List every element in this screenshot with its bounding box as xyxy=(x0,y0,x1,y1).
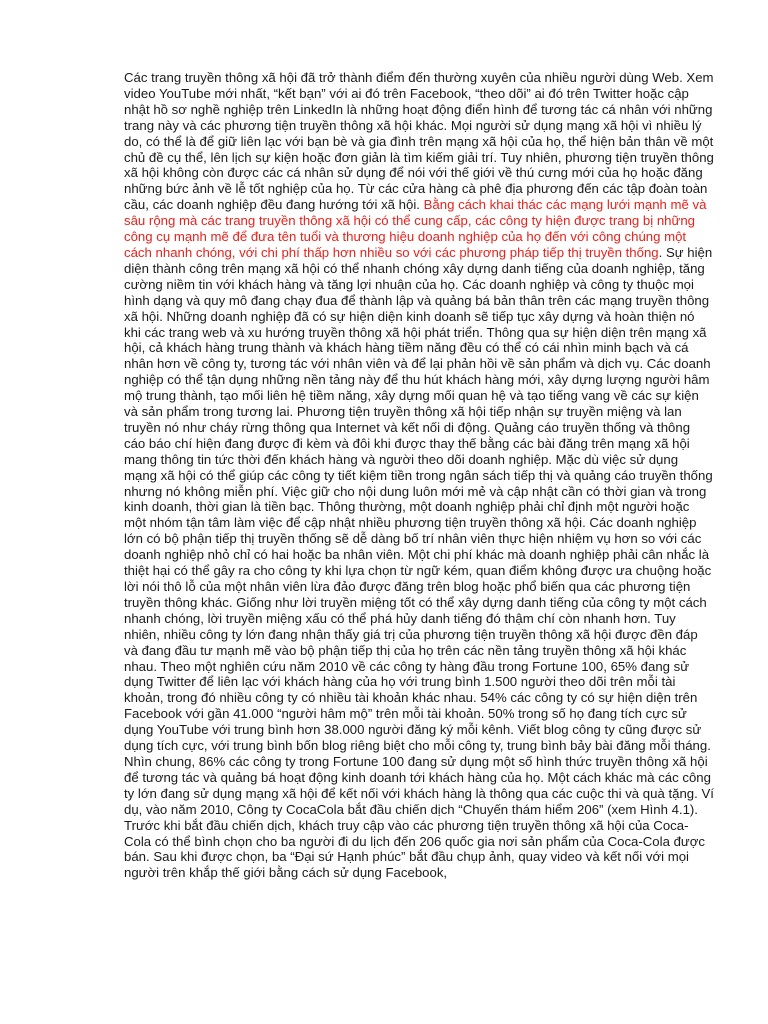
body-paragraph xyxy=(124,70,714,881)
paragraph-text-intro: Các trang truyền thông xã hội đã trở thành điểm đến thường xuyên của nhiều người dùng Web. Xem video YouTube mới nhất, “kết bạn” với ai đó trên Facebook, “theo dõi” ai đó trên Twitter hoặc cập nhật hồ sơ nghề nghiệp trên LinkedIn là những hoạt động điển hình để tương tác cá nhân với những trang này và các phương tiện truyền thông xã hội khác. Mọi người sử dụng mạng xã hội vì nhiều lý do, có thể là để giữ liên lạc với bạn bè và gia đình trên mạng xã hội của họ, thể hiện bản thân về một chủ đề cụ thể, lên lịch sự kiện hoặc đơn giản là tìm kiếm giải trí. Tuy nhiên, phương tiện truyền thông xã hội không còn được các cá nhân sử dụng để nói với thế giới về thú cưng mới của họ hoặc đăng những bức ảnh về lễ tốt nghiệp của họ. Từ các cửa hàng cà phê địa phương đến các tập đoàn toàn cầu, các doanh nghiệp đều đang hướng tới xã hội. xyxy=(124,70,714,213)
paragraph-text-continuation: . Sự hiện diện thành công trên mạng xã hội có thể nhanh chóng xây dựng danh tiếng của doanh nghiệp, tăng cường niềm tin với khách hàng và tăng lợi nhuận của họ. Các doanh nghiệp và công ty thuộc mọi hình dạng và quy mô đang chạy đua để thành lập và quảng bá bản thân trên các mạng truyền thông xã hội. Những doanh nghiệp đã có sự hiện diện kinh doanh sẽ tiếp tục xây dựng và hoàn thiện nó khi các trang web và xu hướng truyền thông xã hội phát triển. Thông qua sự hiện diện trên mạng xã hội, cả khách hàng trung thành và khách hàng tiềm năng đều có thể có cái nhìn minh bạch và cá nhân hơn về công ty, tương tác với nhân viên và để lại phản hồi về sản phẩm và dịch vụ. Các doanh nghiệp có thể tận dụng những nền tảng này để thu hút khách hàng mới, xây dựng lượng người hâm mộ trung thành, tạo mối liên hệ tiềm năng, xây dựng mối quan hệ và tạo tiếng vang về các sự kiện và sản phẩm trong tương lai. Phương tiện truyền thông xã hội tiếp nhận sự truyền miệng và lan truyền nó như cháy rừng thông qua Internet và kết nối di động. Quảng cáo truyền thống và thông cáo báo chí hiện đang được đi kèm và đôi khi được thay thế bằng các bài đăng trên mạng xã hội mang thông tin tức thời đến khách hàng và người theo dõi doanh nghiệp. Mặc dù việc sử dụng mạng xã hội có thể giúp các công ty tiết kiệm tiền trong ngân sách tiếp thị và quảng cáo truyền thống nhưng nó không miễn phí. Việc giữ cho nội dung luôn mới mẻ và cập nhật cần có thời gian và trong kinh doanh, thời gian là tiền bạc. Thông thường, một doanh nghiệp phải chỉ định một người hoặc một nhóm tận tâm làm việc để cập nhật nhiều phương tiện truyền thông xã hội. Các doanh nghiệp lớn có bộ phận tiếp thị truyền thống sẽ dễ dàng bố trí nhân viên thực hiện nhiệm vụ hơn so với các doanh nghiệp nhỏ chỉ có hai hoặc ba nhân viên. Một chi phí khác mà doanh nghiệp phải cân nhắc là thiệt hại có thể gây ra cho công ty khi lựa chọn từ ngữ kém, quan điểm không được ưa chuộng hoặc lời nói thô lỗ của một nhân viên lừa đảo được đăng trên blog hoặc phổ biến qua các phương tiện truyền thông khác. Giống như lời truyền miệng tốt có thể xây dựng danh tiếng của công ty một cách nhanh chóng, lời truyền miệng xấu có thể phá hủy danh tiếng đó thậm chí còn nhanh hơn. Tuy nhiên, nhiều công ty lớn đang nhận thấy giá trị của phương tiện truyền thông xã hội được đền đáp và đang đầu tư mạnh mẽ vào bộ phận tiếp thị của họ trên các nền tảng truyền thông xã hội khác nhau. Theo một nghiên cứu năm 2010 về các công ty hàng đầu trong Fortune 100, 65% đang sử dụng Twitter để liên lạc với khách hàng của họ với trung bình 1.500 người theo dõi trên mỗi tài khoản, trong đó nhiều công ty có nhiều tài khoản khác nhau. 54% các công ty có sự hiện diện trên Facebook với gần 41.000 “người hâm mộ” trên mỗi tài khoản. 50% trong số họ đang tích cực sử dụng YouTube với trung bình hơn 38.000 người đăng ký mỗi kênh. Viết blog công ty cũng được sử dụng tích cực, với trung bình bốn blog riêng biệt cho mỗi công ty, trung bình bảy bài đăng mỗi tháng. Nhìn chung, 86% các công ty trong Fortune 100 đang sử dụng một số hình thức truyền thông xã hội để tương tác và quảng bá hoạt động kinh doanh tới khách hàng của họ. Một cách khác mà các công ty lớn đang sử dụng mạng xã hội để kết nối với khách hàng là thông qua các cuộc thi và quà tặng. Ví dụ, vào năm 2010, Công ty CocaCola bắt đầu chiến dịch “Chuyến thám hiểm 206” (xem Hình 4.1). Trước khi bắt đầu chiến dịch, khách truy cập vào các phương tiện truyền thông xã hội của Coca-Cola có thể bình chọn cho ba người đi du lịch đến 206 quốc gia nơi sản phẩm của Coca-Cola được bán. Sau khi được chọn, ba “Đại sứ Hạnh phúc” bắt đầu chụp ảnh, quay video và kết nối với mọi người trên khắp thế giới bằng cách sử dụng Facebook, xyxy=(124,244,714,881)
highlighted-sentence: Bằng cách khai thác các mạng lưới mạnh mẽ và sâu rộng mà các trang truyền thông xã hội có thể cung cấp, các công ty hiện được trang bị những công cụ mạnh mẽ để đưa tên tuổi và thương hiệu doanh nghiệp của họ đến với công chúng một cách nhanh chóng, với chi phí thấp hơn nhiều so với các phương pháp tiếp thị truyền thống xyxy=(124,197,707,260)
